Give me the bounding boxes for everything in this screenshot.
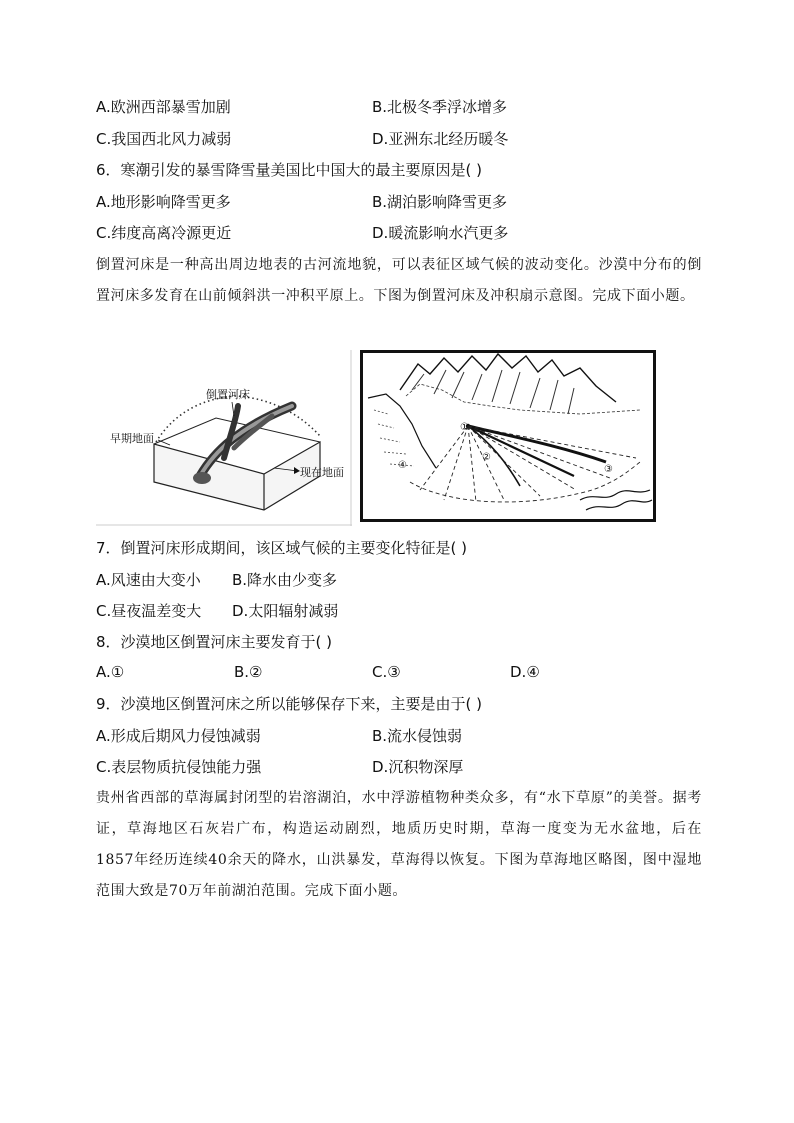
q5-options-row2	[96, 128, 716, 150]
q5-option-d: D.亚洲东北经历暖冬	[372, 130, 509, 148]
passage-caohai-lake: 贵州省西部的草海属封闭型的岩溶湖泊，水中浮游植物种类众多，有“水下草原”的美誉。据考证，草海地区石灰岩广布，构造运动剧烈，地质历史时期，草海一度变为无水盆地，后在1857年经历连续40余天的降水，山洪暴发，草海得以恢复。下图为草海地区略图，图中湿地范围大致是70万年前湖泊范围。完成下面小题。	[96, 790, 702, 899]
fan-mark-3: ③	[604, 464, 613, 475]
q9-stem: 9．沙漠地区倒置河床之所以能够保存下来，主要是由于( )	[96, 695, 483, 713]
q5-options-row1	[96, 96, 716, 118]
q6-options-row1	[96, 191, 716, 213]
fan-mark-1: ①	[460, 422, 469, 433]
q9-options-row2	[96, 756, 716, 778]
q7-options-row1	[96, 569, 716, 591]
q5-option-a: A.欧洲西部暴雪加剧	[96, 98, 231, 116]
q7-option-a: A.风速由大变小	[96, 571, 201, 589]
q8-options	[96, 663, 716, 685]
q9-option-b: B.流水侵蚀弱	[372, 727, 463, 745]
q6-option-d: D.暖流影响水汽更多	[372, 224, 509, 242]
q6-option-b: B.湖泊影响降雪更多	[372, 193, 508, 211]
q9-options-row1	[96, 725, 716, 747]
inverted-channel-diagram	[96, 350, 352, 526]
q9-option-d: D.沉积物深厚	[372, 758, 464, 776]
q8-option-c: C.③	[372, 663, 401, 681]
label-early-surface: 早期地面	[110, 432, 154, 445]
fan-mark-4: ④	[398, 460, 407, 471]
q6-options-row2	[96, 222, 716, 244]
q9-option-c: C.表层物质抗侵蚀能力强	[96, 758, 262, 776]
q5-option-c: C.我国西北风力减弱	[96, 130, 232, 148]
q7-option-d: D.太阳辐射减弱	[232, 602, 339, 620]
q7-option-c: C.昼夜温差变大	[96, 602, 202, 620]
passage-inverted-channel: 倒置河床是一种高出周边地表的古河流地貌，可以表征区域气候的波动变化。沙漠中分布的倒置河床多发育在山前倾斜洪一冲积平原上。下图为倒置河床及冲积扇示意图。完成下面小题。	[96, 257, 702, 304]
q7-options-row2	[96, 600, 716, 622]
q8-option-a: A.①	[96, 663, 125, 681]
q5-option-b: B.北极冬季浮冰增多	[372, 98, 508, 116]
label-inverted-channel: 倒置河床	[206, 388, 250, 401]
alluvial-fan-sketch	[360, 350, 656, 522]
q9-option-a: A.形成后期风力侵蚀减弱	[96, 727, 261, 745]
q6-option-a: A.地形影响降雪更多	[96, 193, 231, 211]
q7-stem: 7．倒置河床形成期间，该区域气候的主要变化特征是( )	[96, 539, 468, 557]
q8-option-b: B.②	[234, 663, 263, 681]
q6-stem: 6．寒潮引发的暴雪降雪量美国比中国大的最主要原因是( )	[96, 161, 483, 179]
label-current-surface: 现在地面	[300, 466, 344, 479]
q8-option-d: D.④	[510, 663, 540, 681]
q8-stem: 8．沙漠地区倒置河床主要发育于( )	[96, 633, 333, 651]
q7-option-b: B.降水由少变多	[232, 571, 338, 589]
fan-mark-2: ②	[482, 452, 491, 463]
q6-option-c: C.纬度高离冷源更近	[96, 224, 232, 242]
